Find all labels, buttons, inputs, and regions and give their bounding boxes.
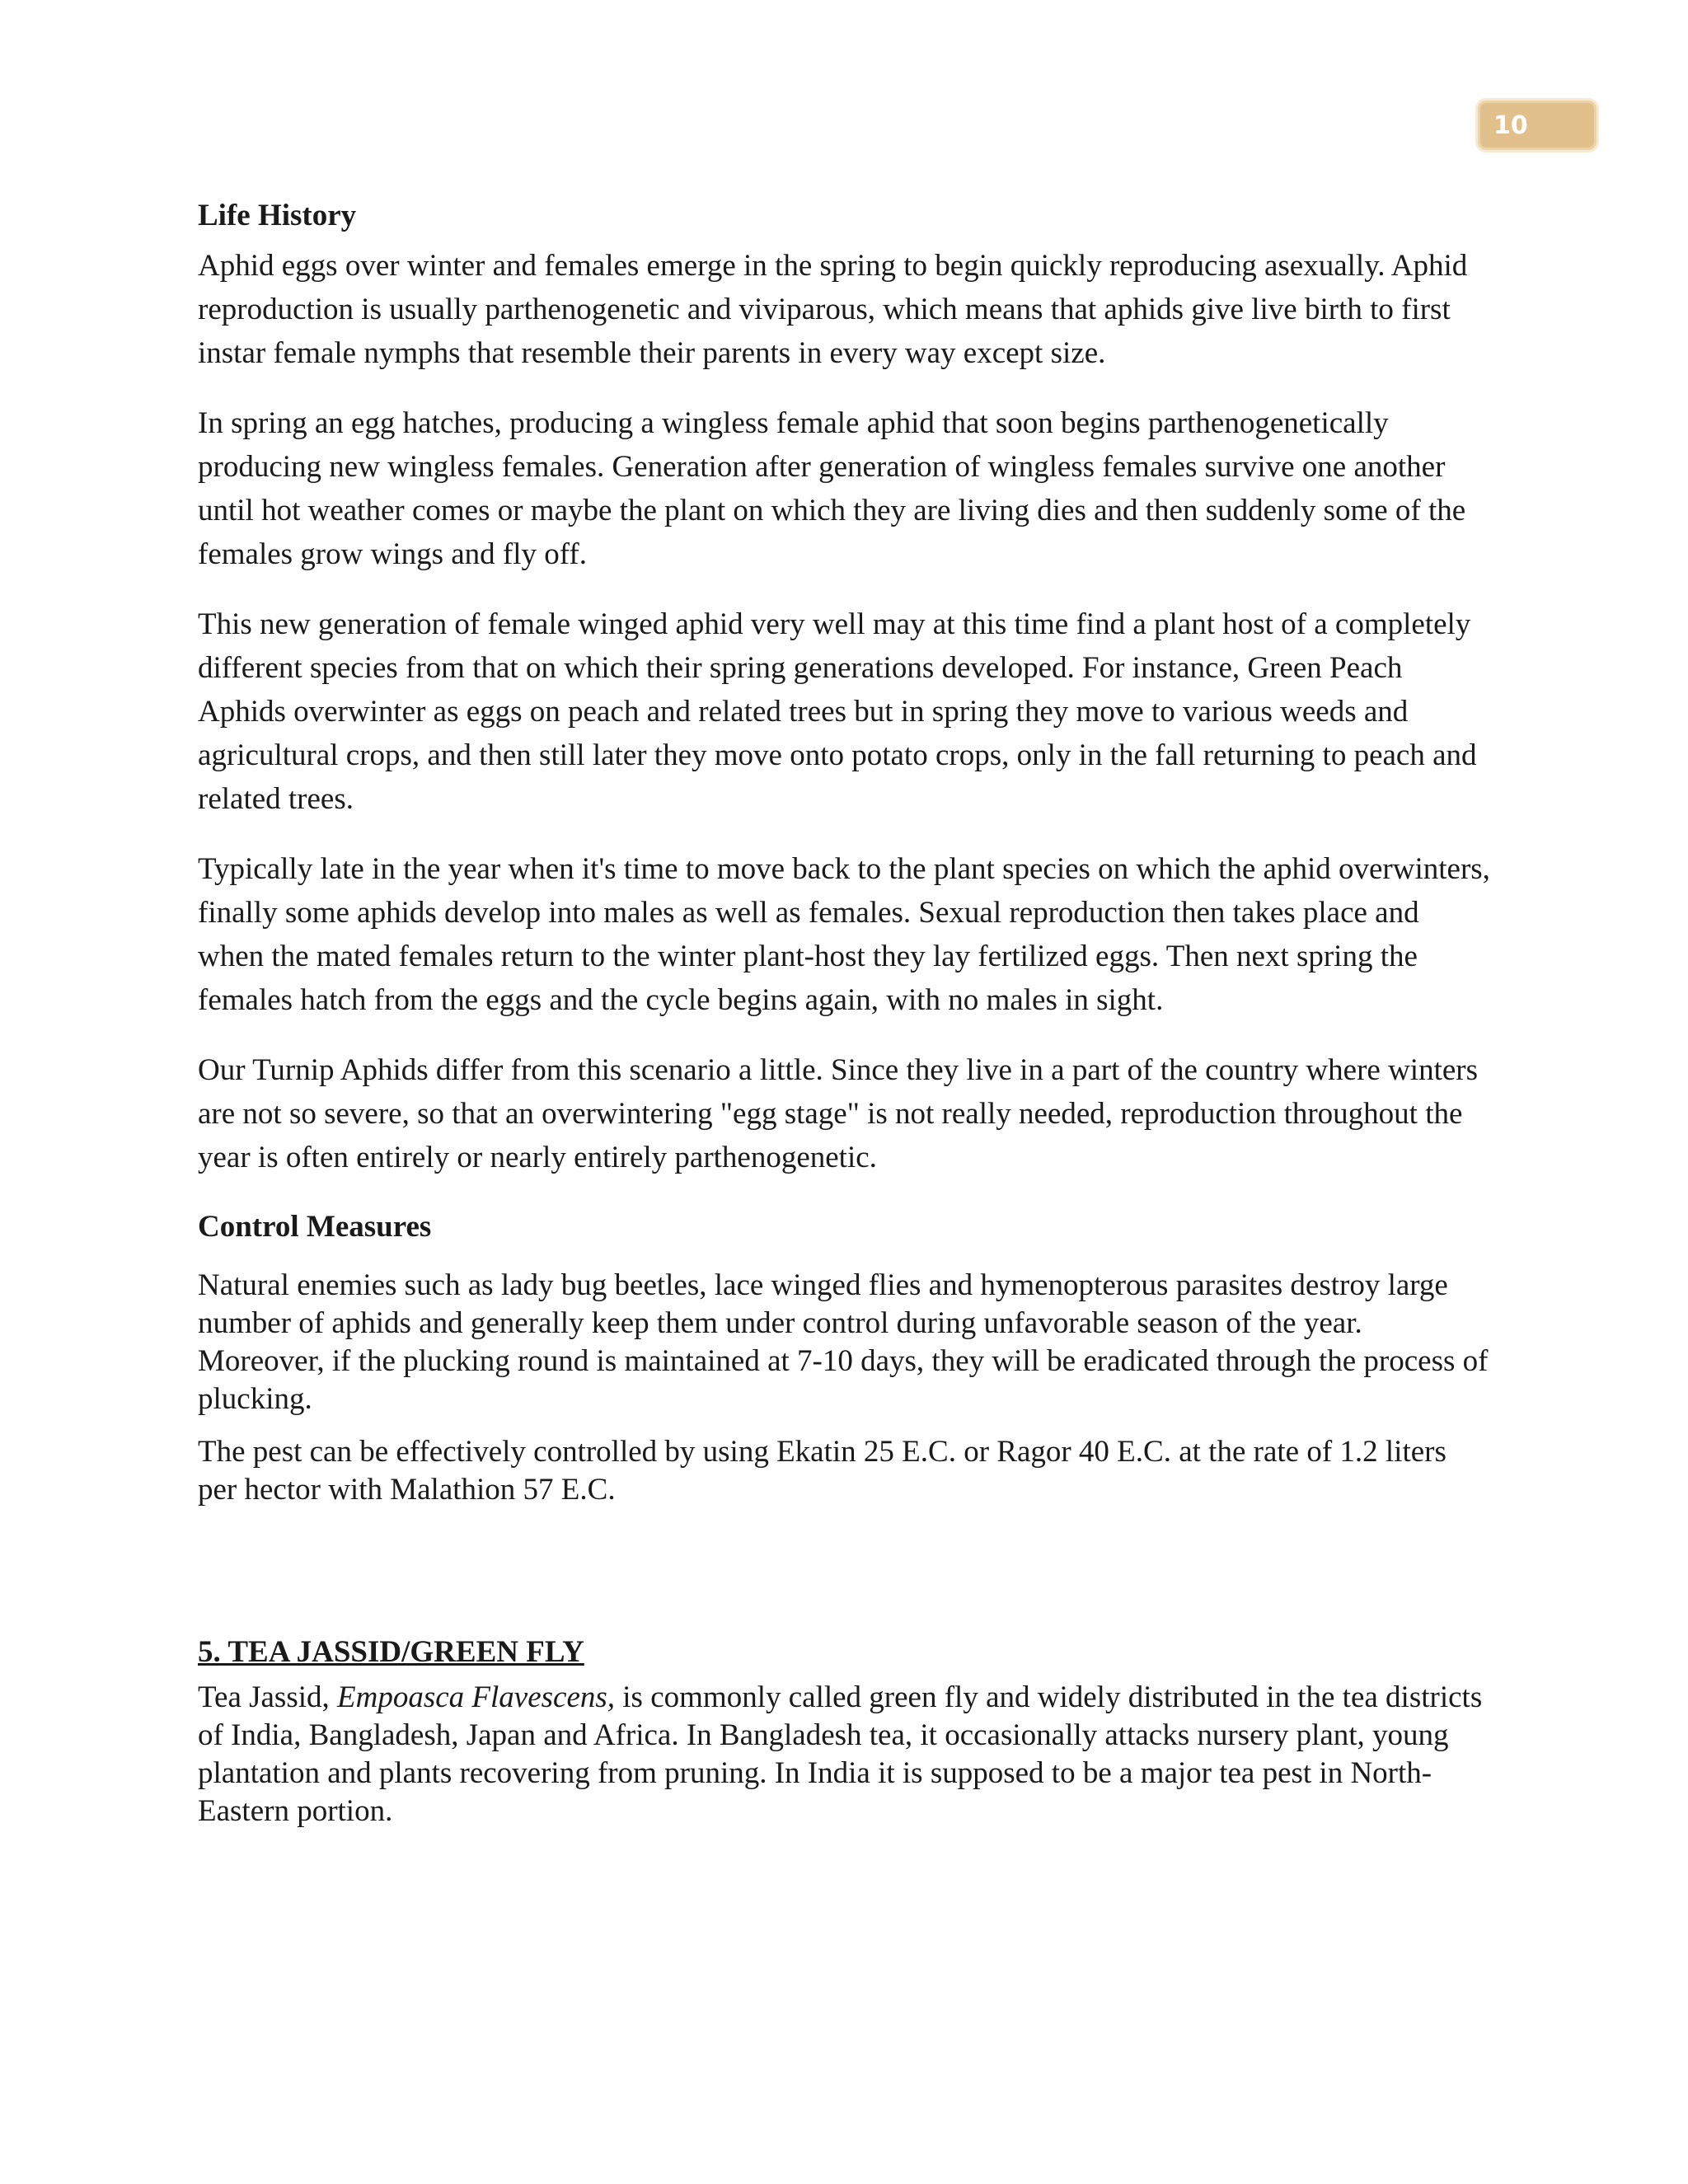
- tea-jassid-intro: Tea Jassid,: [198, 1680, 338, 1714]
- control-measures-heading: Control Measures: [198, 1210, 432, 1244]
- life-history-paragraph-5: Our Turnip Aphids differ from this scenario a little. Since they live in a part of the country where winters are not so severe, so that an overwintering "egg stage" is not really needed, reproduction throughout the year is often entirely or nearly entirely parthenogenetic.: [198, 1053, 1478, 1174]
- life-history-paragraph-4: Typically late in the year when it's time to move back to the plant species on which the aphid overwinters, finally some aphids develop into males as well as females. Sexual reproduction then takes place and when the mated females return to the winter plant-host they lay fertilized eggs. Then next spring the females hatch from the eggs and the cycle begins again, with no males in sight.: [198, 852, 1490, 1017]
- section-spacer: [198, 1524, 1492, 1631]
- life-history-paragraph-3: This new generation of female winged aphid very well may at this time find a plant host of a completely different species from that on which their spring generations developed. For instance, Green Peach Aphids overwinter as eggs on peach and related trees but in spring they move to various weeds and agricultural crops, and then still later they move onto potato crops, only in the fall returning to peach and related trees.: [198, 607, 1477, 816]
- control-measures-paragraph-1: Natural enemies such as lady bug beetles, lace winged flies and hymenopterous parasites destroy large number of aphids and generally keep them under control during unfavorable season of the year. Moreover, if the plucking round is maintained at 7-10 days, they will be eradicated through the process of plucking.: [198, 1268, 1489, 1416]
- life-history-paragraph-2: In spring an egg hatches, producing a wingless female aphid that soon begins parthenogenetically producing new wingless females. Generation after generation of wingless females survive one another until hot weather comes or maybe the plant on which they are living dies and then suddenly some of the females grow wings and fly off.: [198, 406, 1466, 571]
- tea-jassid-text: is commonly called green fly and widely distributed in the tea districts of India, Bangladesh, Japan and Africa. In Bangladesh tea, it occasionally attacks nursery plant, young plantation and plants recovering from pruning. In India it is supposed to be a major tea pest in North-Eastern portion.: [198, 1680, 1483, 1828]
- page-number-badge: [1478, 101, 1597, 150]
- tea-jassid-paragraph: [198, 1679, 1492, 1830]
- life-history-heading: Life History: [198, 199, 357, 232]
- control-measures-paragraph-2: The pest can be effectively controlled by using Ekatin 25 E.C. or Ragor 40 E.C. at the rate of 1.2 liters per hector with Malathion 57 E.C.: [198, 1435, 1447, 1507]
- life-history-paragraph-1: Aphid eggs over winter and females emerge in the spring to begin quickly reproducing asexually. Aphid reproduction is usually parthenogenetic and viviparous, which means that aphids give live birth to first instar female nymphs that resemble their parents in every way except size.: [198, 249, 1468, 370]
- page-content: [198, 194, 1492, 1845]
- tea-jassid-heading: 5. TEA JASSID/GREEN FLY: [198, 1635, 584, 1669]
- page-number: 10: [1493, 111, 1528, 140]
- scientific-name: Empoasca Flavescens,: [337, 1680, 616, 1714]
